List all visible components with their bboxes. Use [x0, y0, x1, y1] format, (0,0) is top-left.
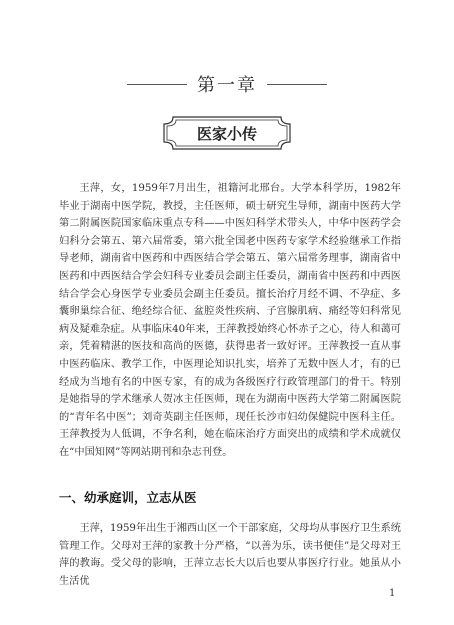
chapter-header	[0, 64, 454, 104]
page-number: 1	[389, 588, 396, 599]
section-badge-wrap	[0, 116, 454, 150]
intro-paragraph: 王萍，女，1959年7月出生，祖籍河北邢台。大学本科学历，1982年毕业于湖南中医学院，教授，主任医师，硕士研究生导师，湖南中医药大学第二附属医院国家临床重点专科——中医妇科学术带头人，中华中医药学会妇科分会第五、第六届常委，第六批全国老中医药专家学术经验继承工作指导老师，湖南省中医药和中西医结合学会第五、第六届常务理事，湖南省中医药和中西医结合学会妇科专业委员会副主任委员，湖南省中医药和中西医结合学会心身医学专业委员会副主任委员。擅长治疗月经不调、不孕症、多囊卵巢综合征、绝经综合征、盆腔炎性疾病、子宫腺肌病、痛经等妇科常见病及疑难杂症。从事临床40年来，王萍教授始终心怀赤子之心，待人和蔼可亲，凭着精湛的医技和高尚的医德，获得患者一致好评。王萍教授一直从事中医药临床、教学工作，中医理论知识扎实，培养了无数中医人才，有的已经成为当地有名的中医专家，有的成为各级医疗行政管理部门的骨干。特别是她指导的学术继承人贺冰主任医师，现在为湖南中医药大学第二附属医院的“青年名中医”；刘奇英副主任医师，现任长沙市妇幼保健院中医科主任。王萍教授为人低调，不争名利，她在临床治疗方面突出的成绩和学术成就仅在“中国知网”等网站期刊和杂志刊登。	[59, 183, 401, 458]
chapter-rule-left	[127, 84, 187, 85]
chapter-title: 第一章	[197, 75, 257, 96]
chapter-rule-right	[267, 84, 327, 85]
section-badge	[163, 116, 291, 150]
badge-title: 医家小传	[196, 124, 257, 143]
section-heading: 一、幼承庭训，立志从医	[59, 490, 197, 505]
section-paragraph: 王萍，1959年出生于湘西山区一个干部家庭，父母均从事医疗卫生系统管理工作。父母对王萍的家教十分严格，“以善为乐，读书便佳”是父母对王萍的教诲。受父母的影响，王萍立志长大以后也要从事医疗行业。她虽从小生活优	[59, 523, 401, 587]
